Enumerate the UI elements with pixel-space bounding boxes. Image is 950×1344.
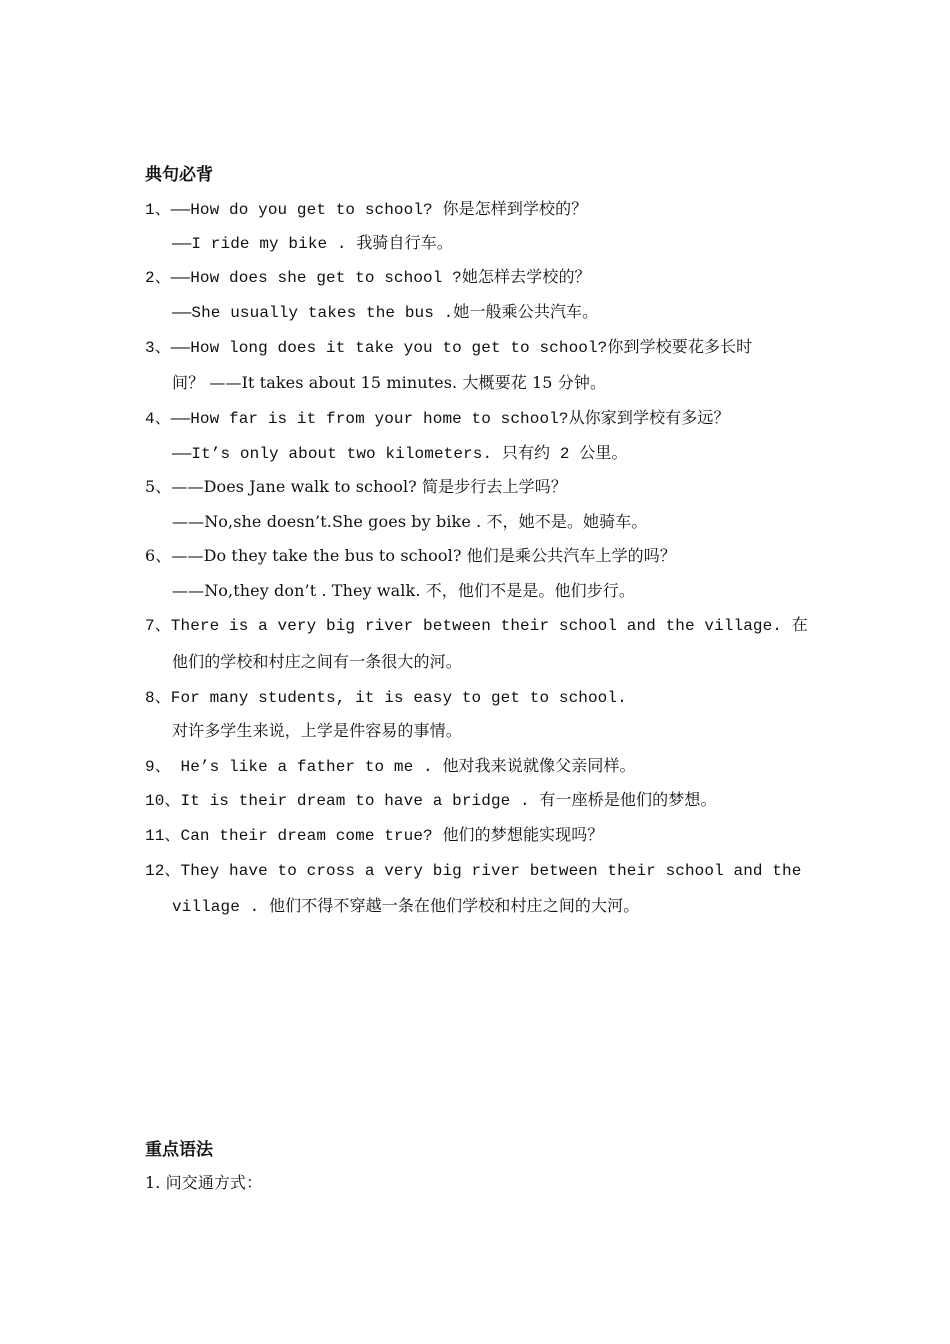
sentence-line: 10、It is their dream to have a bridge . 有一座桥是他们的梦想。 (145, 792, 717, 810)
sentence-line: 间？ ——It takes about 15 minutes. 大概要花 15 分钟。 (172, 373, 607, 392)
sentence-line: 他们的学校和村庄之间有一条很大的河。 (172, 652, 462, 671)
sentence-line: ——No,they don’t . They walk. 不，他们不是是。他们步行。 (172, 581, 635, 600)
sentence-line: ——No,she doesn’t.She goes by bike . 不，她不是。她骑车。 (172, 512, 648, 531)
sentence-line: 11、Can their dream come true? 他们的梦想能实现吗？ (145, 827, 604, 845)
section-heading-key-grammar: 重点语法 (145, 1140, 213, 1160)
sentence-line: 12、They have to cross a very big river between their school and the (145, 862, 802, 880)
grammar-line: 1. 问交通方式： (145, 1173, 263, 1192)
sentence-line: 8、For many students, it is easy to get to school. (145, 689, 627, 707)
sentence-line: 7、There is a very big river between their school and the village. 在 (145, 617, 808, 635)
sentence-line: 6、——Do they take the bus to school? 他们是乘公共汽车上学的吗？ (145, 546, 676, 565)
sentence-line: 3、——How long does it take you to get to school?你到学校要花多长时 (145, 339, 753, 357)
section-heading-key-sentences: 典句必背 (145, 165, 213, 185)
sentence-line: ——It’s only about two kilometers. 只有约 2 公里。 (172, 445, 628, 463)
sentence-line: 1、——How do you get to school? 你是怎样到学校的？ (145, 201, 588, 219)
sentence-line: 5、——Does Jane walk to school? 简是步行去上学吗？ (145, 477, 567, 496)
sentence-line: 4、——How far is it from your home to school?从你家到学校有多远？ (145, 410, 730, 428)
sentence-line: 对许多学生来说，上学是件容易的事情。 (172, 721, 462, 740)
sentence-line: village . 他们不得不穿越一条在他们学校和村庄之间的大河。 (172, 898, 640, 916)
sentence-line: 2、——How does she get to school ?她怎样去学校的？ (145, 269, 591, 287)
sentence-line: ——She usually takes the bus .她一般乘公共汽车。 (172, 304, 599, 322)
sentence-line: ——I ride my bike . 我骑自行车。 (172, 235, 453, 253)
sentence-line: 9、 He’s like a father to me . 他对我来说就像父亲同样。 (145, 758, 636, 776)
